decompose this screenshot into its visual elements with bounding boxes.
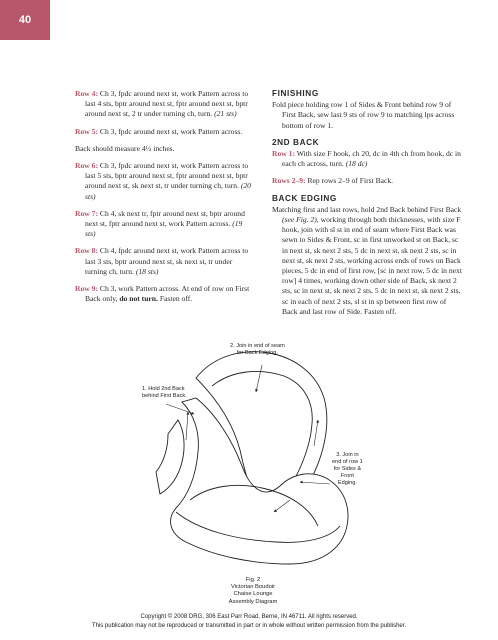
second-back-heading: 2ND BACK [272, 137, 320, 147]
finishing-heading: FINISHING [272, 89, 319, 98]
figure-caption [178, 577, 328, 606]
edge-arrow-1 [186, 412, 188, 440]
caption-line: Assembly Diagram [228, 598, 278, 605]
row-text: Ch 3, work Pattern across. At end of row on First Back only, [85, 284, 250, 304]
edging-text-a: Matching first and last rows, hold 2nd Back behind First Back [272, 204, 462, 214]
copyright-line: Copyright © 2008 DRG, 306 East Parr Road, Berne, IN 46711. All rights reserved. [140, 614, 358, 620]
row-text: Rep rows 2–9 of First Back. [305, 176, 394, 186]
callout-line: behind First Back. [142, 393, 187, 399]
stitch-count: (18 sts) [135, 266, 159, 276]
row-text: Ch 3, fpdc around next st, work Pattern across to last 4 sts, bptr around next st, fptr around next st, bptr around next st, 2 tr under turning ch, turn. [85, 89, 249, 119]
row-label: Row 1: [272, 149, 295, 159]
stitch-count: (21 sts) [214, 109, 237, 119]
callout-line: Edging. [337, 480, 357, 486]
caption-line: Fig. 2 [245, 577, 261, 583]
arm-piece [156, 420, 184, 494]
row-label: Row 6: [75, 161, 98, 171]
finishing-text: Fold piece holding row 1 of Sides & Front behind row 9 of First Back, sew last 9 sts of row 9 to matching lps across bottom of row 1. [272, 100, 455, 130]
callout-line: 1. Hold 2nd Back [142, 386, 185, 392]
row-text: With size F hook, ch 20, dc in 4th ch from hook, dc in each ch across, turn. [282, 149, 461, 169]
back-edging-heading: BACK EDGING [272, 193, 337, 203]
page-number: 40 [0, 0, 50, 40]
row-text-end: Fasten off. [157, 294, 193, 304]
row-label: Row 4: [75, 89, 98, 98]
row-text: Ch 3, fpdc around next st, work Pattern across to last 5 sts, bptr around next st, fptr around next st, bptr around next st, sk next st, tr under turning ch, turn. [85, 161, 249, 191]
row-label: Rows 2–9: [272, 176, 306, 186]
row-emphasis: do not turn. [119, 294, 158, 304]
row-text: Ch 4, fpdc around next st, work Pattern across to last 3 sts, bptr around next st, sk next st, tr under turning ch, turn. [85, 246, 249, 276]
callout-line: 2. Join in end of seam [230, 343, 285, 349]
stitch-count: (19 sts) [85, 219, 243, 239]
figure-callout-2 [230, 343, 285, 357]
caption-line: Chaise Lounge [233, 591, 273, 598]
row-text: Ch 3, fpdc around next st, work Pattern across. [98, 126, 243, 136]
figure-callout-1 [142, 386, 187, 400]
figure-callout-3 [332, 452, 363, 487]
callout-line: 3. Join in [336, 452, 359, 458]
row-label: Row 5: [75, 126, 98, 136]
measurement-note: Back should measure 4½ inches. [75, 143, 175, 153]
stitch-count: (20 sts) [85, 181, 251, 201]
stitch-count: (18 dc) [345, 159, 368, 169]
figure-reference: (see Fig. 2) [282, 215, 317, 225]
callout-line: end of row 1 [332, 459, 363, 465]
callout-line: Front [340, 473, 354, 479]
row-text: Ch 4, sk next tr, fptr around next st, bptr around next st, fptr around next st, work Pattern across. [85, 208, 245, 229]
callout-line: for Back Edging. [236, 350, 278, 356]
edging-text-b: , working through both thicknesses, with size F hook, join with sl st in end of seam where First Back was sewn to Sides & Front, sc in first unworked st on Back, sc in next st, sk next 2 sts, 5 dc in next st, sk next 2 sts, sc in next st, sk next 2 sts, working across ends of rows on Back pieces, 5 dc in end of first row, [sc in next row, 5 dc in next row] 4 times, working down other side of Back, sk next 2 sts, sc in next st, sk next 2 sts, 5 dc in next st, sk next 2 sts, sc in each of next 2 sts, sl st in sp between first row of Back and last row of Side. Fasten off. [282, 215, 462, 316]
caption-line: Victorian Boudoir [230, 584, 276, 591]
row-label: Row 7: [75, 208, 98, 218]
row-label: Row 8: [75, 246, 98, 256]
callout-line: for Sides & [333, 466, 362, 472]
row-label: Row 9: [75, 284, 98, 294]
reproduction-notice: This publication may not be reproduced or transmitted in part or in whole without written permission from the publisher. [91, 623, 407, 629]
